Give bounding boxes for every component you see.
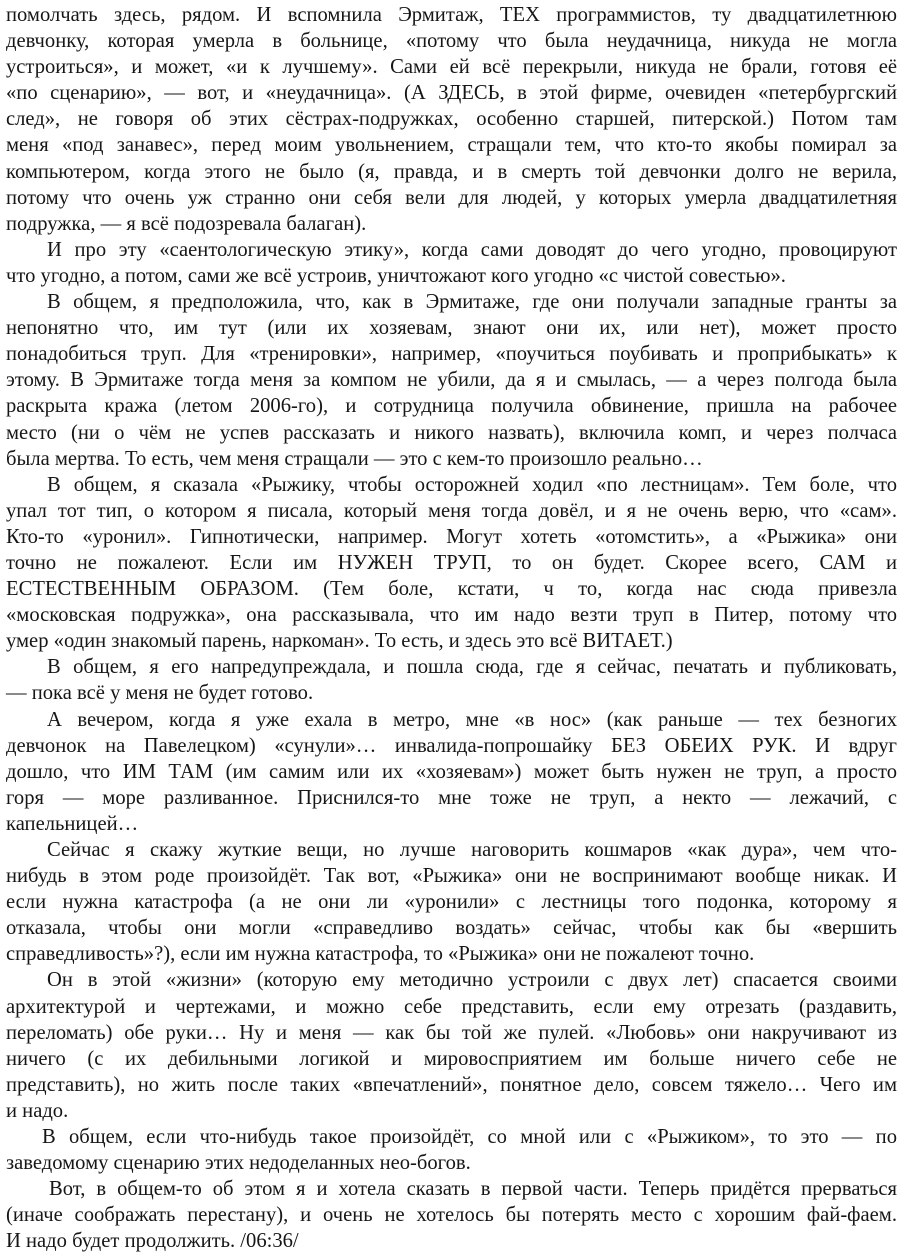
text-line: подружка, — я всё подозревала балаган). (6, 212, 367, 235)
paragraph (6, 707, 897, 837)
text-line: и надо. (6, 1099, 69, 1122)
paragraph (6, 289, 897, 472)
text-line: этому. В Эрмитаже тогда меня за компом не убили, да я и смылась, — а через полгода была (6, 369, 897, 392)
text-line: точно не пожалеют. Если им НУЖЕН ТРУП, то он будет. Скорее всего, САМ и (6, 551, 897, 574)
text-line: Вот, в общем-то об этом я и хотела сказать в первой части. Теперь придётся прерваться (49, 1178, 897, 1201)
text-line: архитектурой и чертежами, и можно себе представить, если ему отрезать (раздавить, (6, 995, 897, 1018)
paragraph (6, 967, 897, 1124)
text-line: была мертва. То есть, чем меня стращали — это с кем-то произошло реально… (6, 447, 703, 470)
text-line: умер «один знакомый парень, наркоман». То есть, и здесь это всё ВИТАЕТ.) (6, 630, 673, 653)
paragraph (6, 1124, 897, 1176)
text-line: раскрыта кража (летом 2006-го), и сотрудница получила обвинение, пришла на рабочее (6, 395, 897, 418)
text-line: А вечером, когда я уже ехала в метро, мне «в нос» (как раньше — тех безногих (47, 708, 897, 731)
text-line: ничего (с их дебильными логикой и мировосприятием им больше ничего себе не (6, 1047, 897, 1070)
text-line: И про эту «саентологическую этику», когда сами доводят до чего угодно, провоцируют (47, 238, 897, 261)
text-line: переломать) обе руки… Ну и меня — как бы той же пулей. «Любовь» они накручивают из (6, 1021, 897, 1044)
text-line: «по сценарию», — вот, и «неудачница». (А ЗДЕСЬ, в этой фирме, очевиден «петербургский (6, 82, 897, 105)
text-line: место (ни о чём не успев рассказать и никого назвать), включила комп, и через полчаса (6, 421, 897, 444)
text-line: потому что очень уж странно они себя вели для людей, у которых умерла двадцатилетняя (6, 186, 897, 209)
text-line: В общем, я его напредупреждала, и пошла сюда, где я сейчас, печатать и публиковать, (47, 656, 897, 679)
text-line: (иначе соображать перестану), и очень не хотелось бы потерять место с хорошим фай-фаем. (6, 1204, 897, 1227)
text-line: — пока всё у меня не будет готово. (6, 682, 314, 705)
text-line: понадобиться труп. Для «тренировки», например, «поучиться поубивать и проприбыкать» к (6, 343, 897, 366)
text-line: горя — море разливанное. Приснился-то мне тоже не труп, а некто — лежачий, с (6, 786, 897, 809)
text-line: И надо будет продолжить. /06:36/ (6, 1230, 299, 1253)
paragraph (6, 237, 897, 289)
text-line: справедливость»?), если им нужна катастрофа, то «Рыжика» они не пожалеют точно. (6, 943, 755, 966)
paragraph (6, 837, 897, 967)
text-line: девчонок на Павелецком) «сунули»… инвалида-попрошайку БЕЗ ОБЕИХ РУК. И вдруг (6, 734, 897, 757)
text-line: компьютером, когда этого не было (я, правда, и в смерть той девчонки долго не верила, (6, 160, 897, 183)
text-line: что угодно, а потом, сами же всё устроив, уничтожают кого угодно «с чистой совестью». (6, 264, 786, 287)
paragraph (6, 1176, 897, 1254)
text-line: капельницей… (6, 812, 139, 835)
text-line: Сейчас я скажу жуткие вещи, но лучше наговорить кошмаров «как дура», чем что- (47, 839, 897, 861)
text-line: Он в этой «жизни» (которую ему методично устроили с двух лет) спасается своими (47, 969, 897, 992)
text-line: непонятно что, им тут (или их хозяевам, знают они их, или нет), может просто (6, 317, 897, 340)
text-line: «московская подружка», она рассказывала, что им надо везти труп в Питер, потому что (6, 604, 897, 627)
paragraph (6, 2, 897, 237)
paragraph (6, 654, 897, 706)
text-line: В общем, я сказала «Рыжику, чтобы осторожней ходил «по лестницам». Тем боле, что (47, 473, 897, 496)
text-line: меня «под занавес», перед моим увольнением, стращали тем, что кто-то якобы помирал за (6, 134, 897, 157)
text-line: Кто-то «уронил». Гипнотически, например. Могут хотеть «отомстить», а «Рыжика» они (6, 525, 897, 548)
text-line: устроиться», и может, «и к лучшему». Сами ей всё перекрыли, никуда не брали, готовя её (6, 56, 897, 79)
paragraph (6, 472, 897, 655)
text-line: заведомому сценарию этих недоделанных нео-богов. (6, 1152, 471, 1175)
text-line: девчонку, которая умерла в больнице, «потому что была неудачница, никуда не могла (6, 30, 897, 53)
text-line: след», не говоря об этих сёстрах-подружках, особенно старшей, питерской.) Потом там (6, 108, 897, 131)
text-line: упал тот тип, о котором я писала, который меня тогда довёл, и я не очень верю, что «сам». (6, 499, 897, 522)
text-line: дошло, что ИМ ТАМ (им самим или их «хозяевам») может быть нужен не труп, а просто (6, 760, 897, 783)
text-line: помолчать здесь, рядом. И вспомнила Эрмитаж, ТЕХ программистов, ту двадцатилетнюю (6, 4, 897, 26)
text-line: ЕСТЕСТВЕННЫМ ОБРАЗОМ. (Тем боле, кстати, ч то, когда нас сюда привезла (6, 578, 897, 601)
text-line: нибудь в этом роде произойдёт. Так вот, «Рыжика» они не воспринимают вообще никак. И (6, 865, 897, 888)
text-line: В общем, если что-нибудь такое произойдёт, со мной или с «Рыжиком», то это — по (42, 1126, 897, 1149)
text-line: отказала, чтобы они могли «справедливо воздать» сейчас, чтобы как бы «вершить (6, 917, 897, 940)
text-line: если нужна катастрофа (а не они ли «уронили» с лестницы того подонка, которому я (6, 891, 897, 914)
text-line: В общем, я предположила, что, как в Эрмитаже, где они получали западные гранты за (47, 291, 897, 314)
text-line: представить), но жить после таких «впечатлений», понятное дело, совсем тяжело… Чего им (6, 1073, 897, 1096)
